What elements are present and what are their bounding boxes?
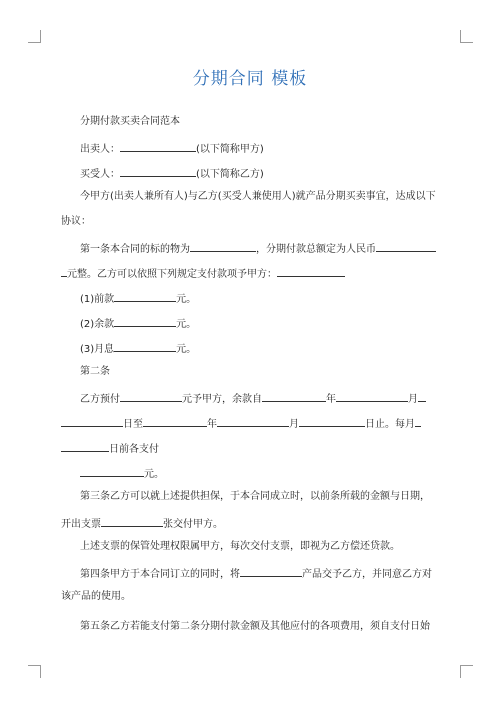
crop-mark-bottom-right bbox=[460, 665, 473, 678]
crop-mark-top-left bbox=[28, 30, 41, 43]
article-3-line-2: 上述支票的保管处理权限属甲方，每次交付支票，即视为乙方偿还贷款。 bbox=[80, 541, 400, 552]
blank-field[interactable] bbox=[415, 416, 421, 427]
buyer-line: 买受人： (以下简称乙方) bbox=[80, 166, 264, 181]
blank-field[interactable] bbox=[120, 166, 196, 177]
article-3-line: 第三条乙方可以就上述提供担保，于本合同成立时，以前条所载的金额与日期， bbox=[80, 491, 430, 502]
blank-field[interactable] bbox=[114, 291, 176, 302]
blank-field[interactable] bbox=[80, 466, 144, 477]
blank-field[interactable] bbox=[299, 416, 365, 427]
blank-field[interactable] bbox=[114, 341, 176, 352]
article-5-line: 第五条乙方若能支付第二条分期付款金额及其他应付的各项费用，须自支付日始 bbox=[80, 621, 430, 632]
preamble-line: 今甲方(出卖人兼所有人)与乙方(买受人兼使用人)就产品分期买卖事宜，达成以下 bbox=[80, 191, 436, 202]
blank-field[interactable] bbox=[418, 391, 426, 402]
contract-subtitle: 分期付款买卖合同范本 bbox=[80, 116, 180, 127]
article-2-line-cont: 日至 年 月 日止。每月 bbox=[61, 416, 421, 431]
blank-field[interactable] bbox=[114, 316, 176, 327]
blank-field[interactable] bbox=[336, 391, 408, 402]
blank-field[interactable] bbox=[190, 241, 256, 252]
article-2-heading: 第二条 bbox=[80, 366, 110, 377]
crop-mark-top-right bbox=[460, 30, 473, 43]
article-2-line-cont-3: 元。 bbox=[80, 466, 164, 481]
blank-field[interactable] bbox=[101, 516, 163, 527]
article-3-line-cont: 开出支票 张交付甲方。 bbox=[61, 516, 223, 531]
article-2-line: 乙方预付 元予甲方，余款自 年 月 bbox=[80, 391, 426, 406]
seller-line: 出卖人： (以下简称甲方) bbox=[80, 141, 264, 156]
blank-field[interactable] bbox=[376, 241, 436, 252]
blank-field[interactable] bbox=[240, 566, 302, 577]
blank-field[interactable] bbox=[143, 416, 207, 427]
preamble-line-cont: 协议： bbox=[61, 216, 91, 227]
document-title: 分期合同 模板 bbox=[192, 69, 308, 89]
article-4-line: 第四条甲方于本合同订立的同时，将 产品交予乙方，并同意乙方对 bbox=[80, 566, 432, 581]
blank-field[interactable] bbox=[61, 441, 109, 452]
blank-field[interactable] bbox=[217, 416, 289, 427]
blank-field[interactable] bbox=[120, 391, 182, 402]
payment-item-3: (3)月息 元。 bbox=[80, 341, 196, 356]
blank-field[interactable] bbox=[277, 266, 345, 277]
payment-item-2: (2)余款 元。 bbox=[80, 316, 196, 331]
blank-field[interactable] bbox=[120, 141, 196, 152]
blank-field[interactable] bbox=[262, 391, 326, 402]
article-1-line-cont: 元整。乙方可以依照下列规定支付款项予甲方： bbox=[61, 266, 345, 281]
article-2-line-cont-2: 日前各支付 bbox=[61, 441, 159, 456]
crop-mark-bottom-left bbox=[28, 665, 41, 678]
article-4-line-cont: 该产品的使用。 bbox=[61, 591, 131, 602]
blank-field[interactable] bbox=[61, 416, 123, 427]
article-1-line: 第一条本合同的标的物为 ，分期付款总额定为人民币 bbox=[80, 241, 436, 256]
payment-item-1: (1)前款 元。 bbox=[80, 291, 196, 306]
